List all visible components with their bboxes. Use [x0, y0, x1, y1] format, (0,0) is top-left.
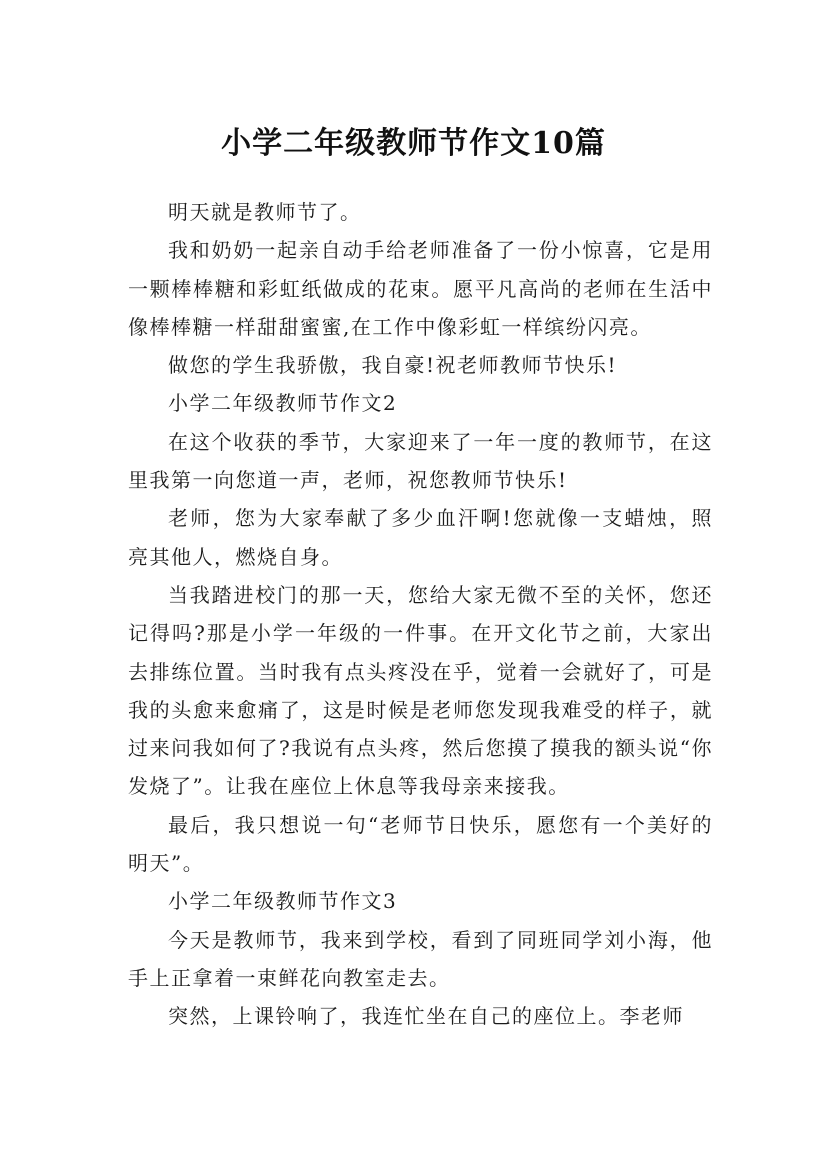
section-heading: 小学二年级教师节作文3: [168, 889, 398, 914]
paragraph: 突然，上课铃响了，我连忙坐在自己的座位上。李老师: [168, 1004, 684, 1029]
paragraph: 明天就是教师节了。: [168, 200, 362, 224]
document-title: 小学二年级教师节作文10篇: [221, 126, 606, 162]
section-heading: 小学二年级教师节作文2: [168, 391, 398, 416]
paragraph: 老师，您为大家奉献了多少血汗啊!您就像一支蜡烛，照亮其他人，燃烧自身。: [128, 506, 713, 569]
paragraph: 最后，我只想说一句“老师节日快乐，愿您有一个美好的明天”。: [128, 812, 713, 876]
paragraph: 今天是教师节，我来到学校，看到了同班同学刘小海，他手上正拿着一束鲜花向教室走去。: [128, 927, 713, 990]
paragraph: 做您的学生我骄傲，我自豪!祝老师教师节快乐!: [168, 353, 618, 378]
paragraph: 在这个收获的季节，大家迎来了一年一度的教师节，在这里我第一向您道一声，老师，祝您教师节快乐!: [128, 429, 713, 493]
paragraph: 当我踏进校门的那一天，您给大家无微不至的关怀，您还记得吗?那是小学一年级的一件事。在开文化节之前，大家出去排练位置。当时我有点头疼没在乎，觉着一会就好了，可是我的头愈来愈痛了，这是时候是老师您发现我难受的样子，就过来问我如何了?我说有点头疼，然后您摸了摸我的额头说“你发烧了”。让我在座位上休息等我母亲来接我。: [128, 582, 713, 799]
paragraph: 我和奶奶一起亲自动手给老师准备了一份小惊喜，它是用一颗棒棒糖和彩虹纸做成的花束。愿平凡高尚的老师在生活中像棒棒糖一样甜甜蜜蜜,在工作中像彩虹一样缤纷闪亮。: [128, 238, 713, 339]
document-body: [128, 193, 713, 1036]
